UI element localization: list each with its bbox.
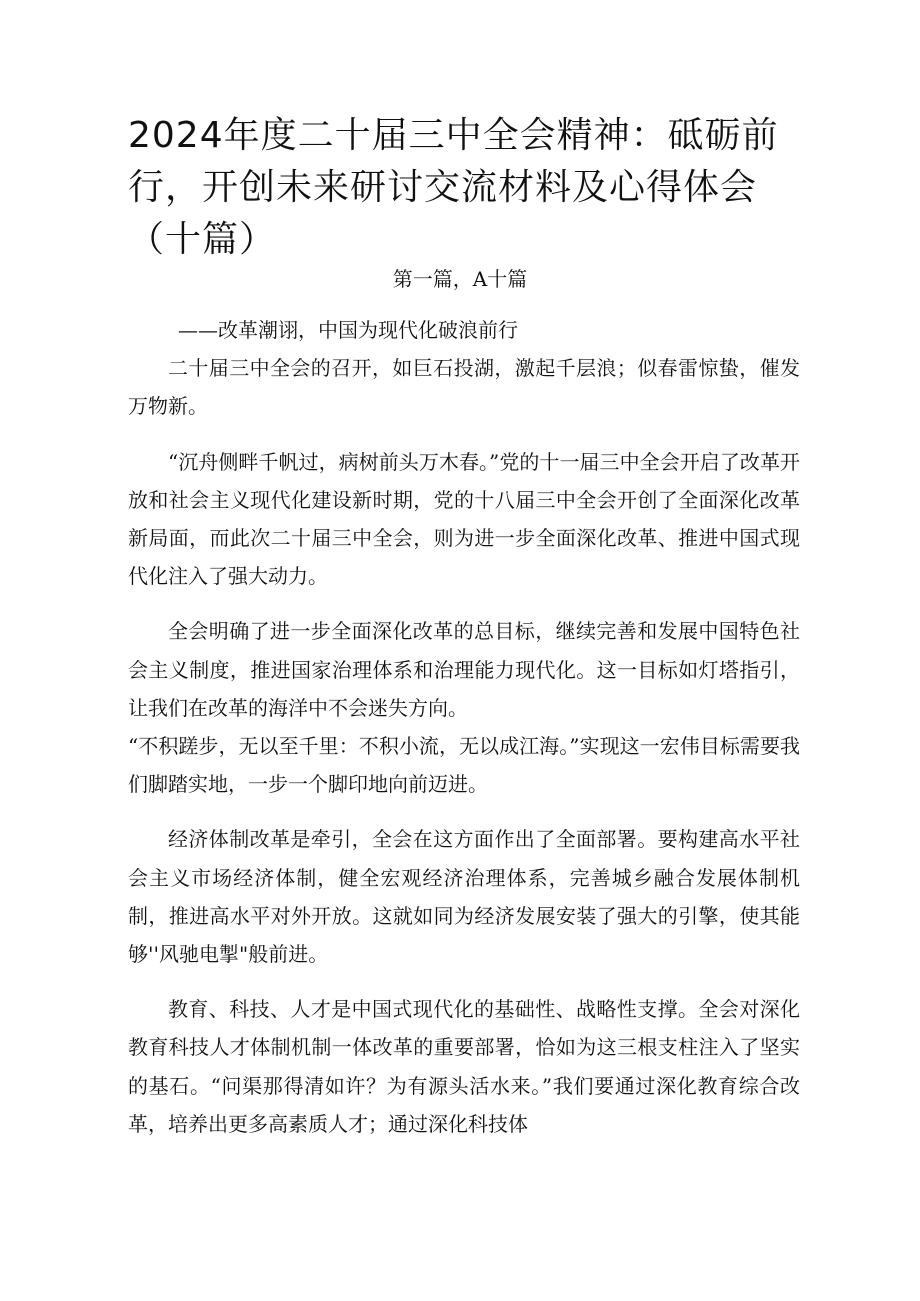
paragraph: “沉舟侧畔千帆过，病树前头万木春。”党的十一届三中全会开启了改革开放和社会主义现代化建设新时期，党的十八届三中全会开创了全面深化改革新局面，而此次二十届三中全会，则为进一步全面深化改革、推进中国式现代化注入了强大动力。 (128, 449, 800, 589)
document-title: 2024年度二十届三中全会精神：砥砺前行，开创未来研讨交流材料及心得体会（十篇） (128, 115, 779, 260)
document-body (128, 311, 800, 1143)
paragraph: 二十届三中全会的召开，如巨石投湖，激起千层浪；似春雷惊蛰，催发万物新。 (128, 356, 800, 419)
paragraph: 经济体制改革是牵引，全会在这方面作出了全面部署。要构建高水平社会主义市场经济体制，健全宏观经济治理体系，完善城乡融合发展体制机制，推进高水平对外开放。这就如同为经济发展安装了强大的引擎，使其能够''风驰电掣"般前进。 (128, 827, 800, 967)
paragraph: 教育、科技、人才是中国式现代化的基础性、战略性支撑。全会对深化教育科技人才体制机制一体改革的重要部署，恰如为这三根支柱注入了坚实的基石。“问渠那得清如许？为有源头活水来。”我们要通过深化教育综合改革，培养出更多高素质人才；通过深化科技体 (128, 997, 800, 1136)
paragraph: “不积蹉步，无以至千里：不积小流，无以成江海。”实现这一宏伟目标需要我们脚踏实地，一步一个脚印地向前迈进。 (128, 734, 800, 797)
section-title: 第一篇，A十篇 (392, 267, 528, 291)
section-subtitle: ——改革潮诩，中国为现代化破浪前行 (178, 318, 518, 342)
paragraph: 全会明确了进一步全面深化改革的总目标，继续完善和发展中国特色社会主义制度，推进国家治理体系和治理能力现代化。这一目标如灯塔指引，让我们在改革的海洋中不会迷失方向。 (128, 619, 800, 720)
